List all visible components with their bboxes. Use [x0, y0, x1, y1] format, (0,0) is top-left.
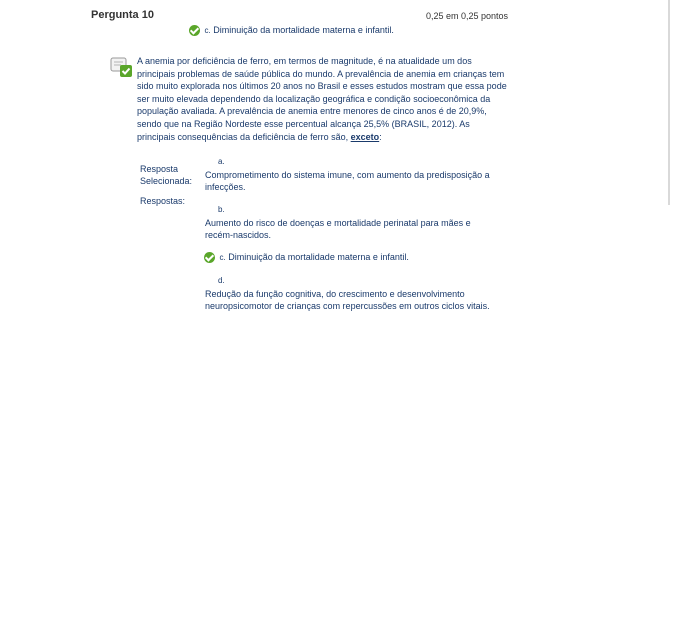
option-a-letter: a. [218, 157, 225, 166]
option-c-text: Diminuição da mortalidade materna e infantil. [228, 252, 409, 262]
option-c-letter: c. [219, 253, 226, 262]
option-d-letter: d. [218, 276, 225, 285]
question-points: 0,25 em 0,25 pontos [426, 11, 509, 21]
question-body: A anemia por deficiência de ferro, em termos de magnitude, é na atualidade um dos principais problemas de saúde pública do mundo. A prevalência de anemia em crianças tem sido muito explorada nos últimos 20 anos no Brasil e esses estudos mostram que essa pode ser muito elevada dependendo da localização geográfica e condição socioeconômica da população avaliada. A prevalência de anemia entre menores de cinco anos é de 20,9%, sendo que na Região Nordeste esse percentual alcança 25,5% (BRASIL, 2012). As principais consequências da deficiência de ferro são, [137, 56, 507, 142]
question-title: Pergunta 10 [91, 9, 154, 21]
option-b-letter: b. [218, 205, 225, 214]
selected-answer-label-line1: Resposta [140, 164, 179, 174]
question-emphasis-suffix: : [379, 131, 382, 142]
question-text [137, 55, 507, 143]
check-circle-icon [189, 25, 200, 36]
question-correct-icon [110, 57, 132, 77]
option-a-text: Comprometimento do sistema imune, com aumento da predisposição a infecções. [205, 170, 490, 192]
top-selected-answer [189, 25, 394, 36]
selected-answer-label [140, 163, 192, 187]
answers-label: Respostas: [140, 196, 186, 206]
check-circle-icon [204, 252, 215, 263]
selected-answer-label-line2: Selecionada: [140, 176, 193, 186]
question-emphasis: exceto [350, 131, 380, 142]
scrollbar[interactable] [668, 0, 670, 205]
option-d-text: Redução da função cognitiva, do crescimento e desenvolvimento neuropsicomotor de crianças com repercussões em outros ciclos vitais. [205, 289, 490, 311]
option-b-text: Aumento do risco de doenças e mortalidade perinatal para mães e recém-nascidos. [205, 218, 471, 240]
option-letter: c. [204, 26, 211, 35]
option-c [204, 252, 409, 263]
option-text: Diminuição da mortalidade materna e infantil. [213, 25, 394, 35]
